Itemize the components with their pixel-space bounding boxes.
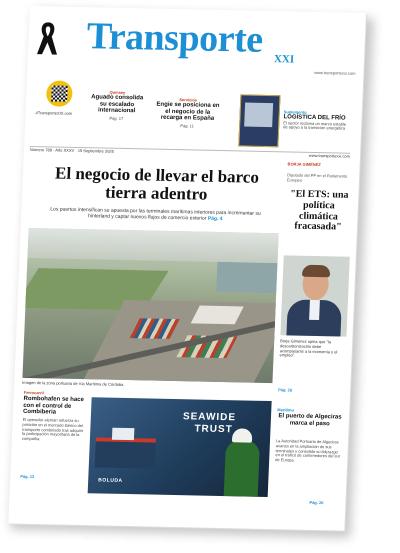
supplement-cover-photo [244, 103, 273, 128]
teaser-title: Engie se posiciona en el negocio de la recarga en España [156, 101, 220, 123]
teaser-tag: Suplemento [283, 109, 307, 115]
teaser-body: El sector reclama un marco estable de apoyo a la transición energética [283, 119, 347, 131]
opinion-quote: "El ETS: una política climática fracasada" [289, 188, 349, 233]
teaser-aguado [87, 89, 146, 121]
teaser-page: Pág. 17 [109, 115, 124, 121]
masthead-website: www.transportexxi.com [314, 69, 356, 76]
ad-headline-line1: SEAWIDE [182, 411, 237, 424]
newspaper-front-page [8, 6, 366, 531]
opinion-author-role: Diputado del PP en el Parlamento Europeo [286, 172, 348, 183]
portrait-shirt [309, 300, 320, 320]
story-rail-page: Pág. 13 [20, 473, 35, 480]
opinion-body: Borja Giménez opina que "la descarbonización debe acompasarse a la economía y el empleo". [279, 338, 338, 358]
mourning-ribbon-icon [36, 20, 60, 56]
ad-brand: BOLUDA [98, 477, 123, 484]
masthead-edition: XXI [273, 53, 295, 66]
teaser-title: LOGÍSTICA DEL FRÍO [283, 114, 346, 122]
lead-standfirst [45, 206, 266, 223]
story-rail-tag: Ferrocarril [23, 389, 44, 396]
opinion-author-portrait [280, 255, 349, 336]
story-maritime-tag: Marítimo [277, 407, 295, 413]
teaser-page: Pág. 11 [180, 122, 194, 129]
teaser-tag: Servicios [179, 97, 198, 103]
ad-helmet-icon [232, 428, 253, 442]
lead-headline: El negocio de llevar el barco tierra adentro [54, 163, 260, 205]
opinion-page: Pág. 26 [278, 387, 293, 393]
story-maritime-page: Pág. 20 [309, 499, 324, 506]
teaser-supplement [283, 109, 352, 131]
portrait-hair [302, 265, 331, 278]
photo-warehouse [191, 306, 244, 325]
lead-photo-caption: Imagen de la zona portuaria de Vía Marítima de Córdoba. [22, 379, 125, 387]
ad-tugboat-bridge [112, 428, 135, 440]
photo-sky [27, 228, 278, 263]
masthead-title: Transporte [85, 15, 264, 61]
lead-standfirst-text: Los puertos intensifican su apuesta por las terminales marítimas interiores para incrementar su hinterland y captar nuevos flujos de comercio exterior [50, 206, 261, 222]
advertisement-boluda [88, 397, 272, 497]
story-maritime-body: La Autoridad Portuaria de Algeciras avanza en la ampliación de sus terminales y consolida su liderazgo en el tráfico de contenedores del sur de Europa. [275, 438, 341, 463]
lead-page: Pág. 4 [207, 215, 223, 223]
teaser-engie [153, 97, 222, 129]
story-rail-body: El operador alemán refuerza su posición en el mercado ibérico del transporte combinado tras adquirir la participación mayoritaria de la compañía. [21, 416, 84, 442]
ad-headline-line2: TRUST [194, 423, 234, 436]
lead-photo-port-terminal [22, 228, 278, 383]
opinion-kicker: BORJA GIMÉNEZ [287, 161, 321, 168]
teaser-tag: Qomsey [109, 89, 126, 95]
qr-code-icon [51, 85, 68, 101]
ad-tugboat [95, 437, 156, 468]
ad-worker [224, 440, 260, 497]
issue-info: Número 789 · Año XXXV · 15 Septiembre 2025 [29, 147, 114, 154]
qr-caption: #TransporteXXI.com [35, 110, 73, 116]
story-rail-title: Rombohafen se hace con el control de Combiberia [22, 395, 85, 416]
story-maritime-title: El puerto de Algeciras marca el paso [278, 413, 342, 427]
issue-website: www.transportexxi.com [308, 152, 351, 159]
issue-info-bar [30, 146, 350, 160]
photo-sea [216, 262, 277, 293]
teaser-title: Aguado consolida su escalado internacional [91, 94, 144, 115]
